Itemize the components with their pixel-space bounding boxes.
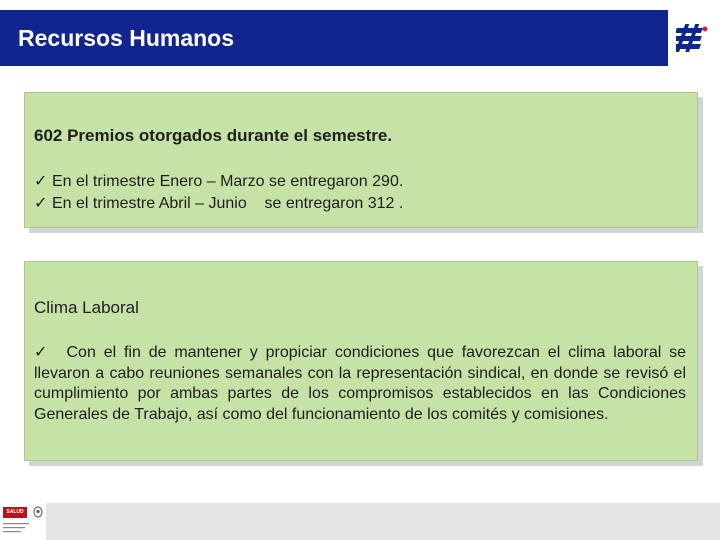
footer-strip: [46, 503, 720, 540]
footer-logo-area: [0, 503, 46, 540]
awards-heading: 602 Premios otorgados durante el semestre.: [34, 126, 393, 145]
checkmark-icon: ✓: [34, 344, 51, 361]
institution-logo-icon: [676, 22, 712, 54]
logo-box: [668, 10, 720, 66]
checkmark-icon: ✓: [34, 173, 48, 190]
salud-badge: SALUD: [3, 507, 27, 518]
bullet-text: En el trimestre Abril – Junio se entregaron 312 .: [52, 195, 404, 212]
work-climate-heading: Clima Laboral: [34, 298, 139, 317]
header-bar: [0, 10, 668, 66]
work-climate-card: [24, 261, 698, 461]
page-title: Recursos Humanos: [18, 25, 235, 51]
work-climate-paragraph: [34, 343, 686, 425]
footer-fine-print: [3, 522, 43, 536]
bullet-item: [34, 171, 403, 191]
national-emblem-icon: [33, 506, 43, 519]
bullet-item: [34, 193, 403, 213]
awards-card: [24, 92, 698, 228]
checkmark-icon: ✓: [34, 195, 48, 212]
bullet-text: En el trimestre Enero – Marzo se entregaron 290.: [52, 173, 404, 190]
paragraph-text: Con el fin de mantener y propiciar condiciones que favorezcan el clima laboral se llevaron a cabo reuniones semanales con la representación sindical, en donde se revisó el cumplimiento por ambas partes de los compromisos establecidos en las Condiciones Generales de Trabajo, así como del funcionamiento de los comités y comisiones.: [34, 344, 687, 423]
